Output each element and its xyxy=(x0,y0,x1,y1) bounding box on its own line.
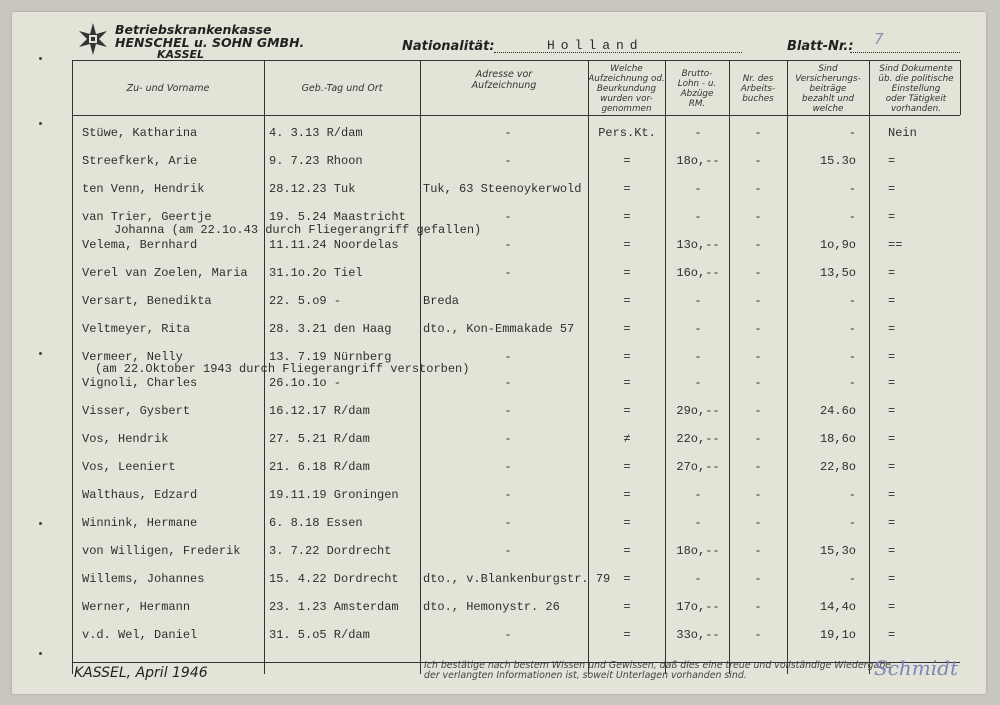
cell-workbook: - xyxy=(754,432,762,446)
cell-wage: - xyxy=(694,376,702,390)
cell-birth: 4. 3.13 R/dam xyxy=(269,126,363,140)
cell-documents: Nein xyxy=(888,126,917,140)
sheet-number-underline xyxy=(850,52,960,53)
cell-wage: - xyxy=(694,182,702,196)
cell-record: = xyxy=(623,238,631,252)
cell-wage: - xyxy=(694,294,702,308)
cell-address: Tuk, 63 Steenoykerwold xyxy=(423,182,582,196)
cell-insurance: 18,6o xyxy=(819,432,856,446)
cell-address: dto., Kon-Emmakade 57 xyxy=(423,322,575,336)
cell-name: Vermeer, Nelly xyxy=(82,350,183,364)
cell-name: Walthaus, Edzard xyxy=(82,488,198,502)
cell-insurance: 15.3o xyxy=(819,154,856,168)
column-header-documents: Sind Dokumente üb. die politische Einstellung oder Tätigkeit vorhanden. xyxy=(878,64,954,114)
cell-workbook: - xyxy=(754,350,762,364)
sheet-number-label: Blatt-Nr.: xyxy=(787,39,854,54)
cell-record: = xyxy=(623,488,631,502)
cell-documents: = xyxy=(888,404,896,418)
cell-record: = xyxy=(623,628,631,642)
punch-mark xyxy=(39,57,42,60)
cell-name: Visser, Gysbert xyxy=(82,404,191,418)
cell-insurance: - xyxy=(848,516,856,530)
cell-insurance: - xyxy=(848,572,856,586)
cell-documents: = xyxy=(888,350,896,364)
cell-address: - xyxy=(504,404,512,418)
cell-wage: - xyxy=(694,572,702,586)
cell-name: Versart, Benedikta xyxy=(82,294,212,308)
cell-wage: - xyxy=(694,126,702,140)
table-header-border xyxy=(72,115,960,116)
cell-insurance: - xyxy=(848,376,856,390)
cell-wage: 27o,-- xyxy=(676,460,720,474)
cell-documents: = xyxy=(888,544,896,558)
cell-wage: - xyxy=(694,488,702,502)
punch-mark xyxy=(39,652,42,655)
letterhead-line2: HENSCHEL u. SOHN GMBH. xyxy=(115,35,305,50)
cell-wage: 17o,-- xyxy=(676,600,720,614)
cell-workbook: - xyxy=(754,572,762,586)
cell-workbook: - xyxy=(754,376,762,390)
cell-documents: = xyxy=(888,572,896,586)
cell-documents: = xyxy=(888,432,896,446)
cell-workbook: - xyxy=(754,600,762,614)
cell-birth: 31.1o.2o Tiel xyxy=(269,266,363,280)
punch-mark xyxy=(39,522,42,525)
cell-name: v.d. Wel, Daniel xyxy=(82,628,198,642)
cell-documents: = xyxy=(888,154,896,168)
document-sheet xyxy=(12,12,986,694)
cell-address: dto., v.Blankenburgstr. 79 xyxy=(423,572,611,586)
column-header-address: Adresse vor Aufzeichnung xyxy=(471,69,537,91)
column-header-record: Welche Aufzeichnung od. Beurkundung wurden vor- genommen xyxy=(588,64,665,114)
cell-workbook: - xyxy=(754,516,762,530)
punch-mark xyxy=(39,352,42,355)
cell-name: Werner, Hermann xyxy=(82,600,191,614)
cell-documents: = xyxy=(888,628,896,642)
cell-insurance: - xyxy=(848,210,856,224)
cell-birth: 28.12.23 Tuk xyxy=(269,182,356,196)
cell-documents: = xyxy=(888,294,896,308)
cell-birth: 9. 7.23 Rhoon xyxy=(269,154,363,168)
cell-workbook: - xyxy=(754,404,762,418)
cell-insurance: - xyxy=(848,488,856,502)
cell-documents: = xyxy=(888,322,896,336)
cell-insurance: 24.6o xyxy=(819,404,856,418)
cell-birth: 16.12.17 R/dam xyxy=(269,404,370,418)
cell-workbook: - xyxy=(754,294,762,308)
cell-name: Verel van Zoelen, Maria xyxy=(82,266,248,280)
cell-address: - xyxy=(504,376,512,390)
cell-record: = xyxy=(623,460,631,474)
cell-name: Vos, Hendrik xyxy=(82,432,169,446)
cell-address: - xyxy=(504,516,512,530)
cell-wage: 18o,-- xyxy=(676,544,720,558)
cell-birth: 22. 5.o9 - xyxy=(269,294,342,308)
cell-name: Winnink, Hermane xyxy=(82,516,198,530)
cell-workbook: - xyxy=(754,488,762,502)
cell-address: - xyxy=(504,266,512,280)
cell-workbook: - xyxy=(754,126,762,140)
sheet-number-value: 7 xyxy=(874,30,884,48)
cell-address: - xyxy=(504,154,512,168)
cell-birth: 31. 5.o5 R/dam xyxy=(269,628,370,642)
column-header-name: Zu- und Vorname xyxy=(126,82,210,94)
cell-address: dto., Hemonystr. 26 xyxy=(423,600,560,614)
cell-name: Stüwe, Katharina xyxy=(82,126,198,140)
cell-insurance: 13,5o xyxy=(819,266,856,280)
cell-birth: 3. 7.22 Dordrecht xyxy=(269,544,392,558)
cell-address: - xyxy=(504,238,512,252)
cell-address: - xyxy=(504,544,512,558)
cell-name: Streefkerk, Arie xyxy=(82,154,198,168)
cell-insurance: - xyxy=(848,322,856,336)
cell-workbook: - xyxy=(754,628,762,642)
cell-documents: = xyxy=(888,266,896,280)
cell-record: = xyxy=(623,376,631,390)
column-header-insurance: Sind Versicherungs- beiträge bezahlt und welche xyxy=(795,64,861,114)
footer-statement-line1: Ich bestätige nach bestem Wissen und Gewissen, daß dies eine treue und vollständige Wiedergabe xyxy=(424,660,891,671)
cell-name: Willems, Johannes xyxy=(82,572,205,586)
cell-name: ten Venn, Hendrik xyxy=(82,182,205,196)
cell-workbook: - xyxy=(754,154,762,168)
letterhead-line1: Betriebskrankenkasse xyxy=(115,22,272,37)
cell-wage: - xyxy=(694,516,702,530)
cell-wage: - xyxy=(694,322,702,336)
nationality-value: Holland xyxy=(547,38,644,53)
cell-documents: = xyxy=(888,210,896,224)
column-divider xyxy=(869,60,870,674)
cell-insurance: 19,1o xyxy=(819,628,856,642)
cell-wage: - xyxy=(694,350,702,364)
cell-name: Vignoli, Charles xyxy=(82,376,198,390)
cell-birth: 13. 7.19 Nürnberg xyxy=(269,350,392,364)
cell-workbook: - xyxy=(754,322,762,336)
cell-documents: = xyxy=(888,600,896,614)
cell-wage: 13o,-- xyxy=(676,238,720,252)
cell-documents: = xyxy=(888,488,896,502)
cell-address: Breda xyxy=(423,294,460,308)
cell-workbook: - xyxy=(754,238,762,252)
cell-address: - xyxy=(504,488,512,502)
cell-address: - xyxy=(504,460,512,474)
cell-birth: 26.1o.1o - xyxy=(269,376,342,390)
cell-address: - xyxy=(504,432,512,446)
cell-insurance: - xyxy=(848,294,856,308)
cell-wage: 22o,-- xyxy=(676,432,720,446)
cell-record: = xyxy=(623,516,631,530)
cell-record: = xyxy=(623,350,631,364)
cell-birth: 23. 1.23 Amsterdam xyxy=(269,600,399,614)
cell-name: Veltmeyer, Rita xyxy=(82,322,191,336)
cell-record: = xyxy=(623,182,631,196)
cell-record: Pers.Kt. xyxy=(598,126,656,140)
cell-insurance: - xyxy=(848,126,856,140)
cell-record: = xyxy=(623,210,631,224)
cell-record: = xyxy=(623,322,631,336)
star-logo-icon xyxy=(76,22,110,56)
cell-birth: 6. 8.18 Essen xyxy=(269,516,363,530)
cell-record: = xyxy=(623,404,631,418)
column-header-wage: Brutto- Lohn - u. Abzüge RM. xyxy=(677,69,717,109)
cell-workbook: - xyxy=(754,460,762,474)
cell-record: = xyxy=(623,294,631,308)
cell-insurance: - xyxy=(848,182,856,196)
cell-birth: 28. 3.21 den Haag xyxy=(269,322,392,336)
cell-workbook: - xyxy=(754,544,762,558)
cell-wage: - xyxy=(694,210,702,224)
cell-insurance: 14,4o xyxy=(819,600,856,614)
cell-record: = xyxy=(623,154,631,168)
cell-wage: 16o,-- xyxy=(676,266,720,280)
cell-documents: = xyxy=(888,516,896,530)
cell-birth: 27. 5.21 R/dam xyxy=(269,432,370,446)
row-note: (am 22.Oktober 1943 durch Fliegerangriff verstorben) xyxy=(95,362,470,376)
cell-birth: 11.11.24 Noordelas xyxy=(269,238,399,252)
punch-mark xyxy=(39,122,42,125)
nationality-label: Nationalität: xyxy=(402,39,495,54)
cell-insurance: 15,3o xyxy=(819,544,856,558)
cell-birth: 19. 5.24 Maastricht xyxy=(269,210,406,224)
cell-wage: 18o,-- xyxy=(676,154,720,168)
table-left-border xyxy=(72,60,73,674)
cell-address: - xyxy=(504,628,512,642)
cell-record: ≠ xyxy=(623,432,631,446)
cell-documents: = xyxy=(888,460,896,474)
cell-workbook: - xyxy=(754,266,762,280)
cell-name: Velema, Bernhard xyxy=(82,238,198,252)
cell-wage: 29o,-- xyxy=(676,404,720,418)
table-top-border xyxy=(72,60,960,61)
cell-address: - xyxy=(504,350,512,364)
footer-statement-line2: der verlangten Informationen ist, soweit Unterlagen vorhanden sind. xyxy=(424,670,747,681)
cell-name: von Willigen, Frederik xyxy=(82,544,241,558)
cell-documents: == xyxy=(888,238,903,252)
cell-insurance: 22,8o xyxy=(819,460,856,474)
cell-address: - xyxy=(504,210,512,224)
cell-insurance: 1o,9o xyxy=(819,238,856,252)
cell-documents: = xyxy=(888,182,896,196)
cell-insurance: - xyxy=(848,350,856,364)
cell-name: Vos, Leeniert xyxy=(82,460,176,474)
cell-name: van Trier, Geertje xyxy=(82,210,212,224)
column-header-workbook: Nr. des Arbeits- buches xyxy=(740,74,776,104)
cell-record: = xyxy=(623,266,631,280)
cell-record: = xyxy=(623,572,631,586)
column-header-birth: Geb.-Tag und Ort xyxy=(301,82,383,94)
cell-record: = xyxy=(623,600,631,614)
cell-workbook: - xyxy=(754,182,762,196)
cell-record: = xyxy=(623,544,631,558)
cell-wage: 33o,-- xyxy=(676,628,720,642)
column-divider xyxy=(665,60,666,674)
cell-documents: = xyxy=(888,376,896,390)
cell-birth: 19.11.19 Groningen xyxy=(269,488,399,502)
cell-address: - xyxy=(504,126,512,140)
row-note: Johanna (am 22.1o.43 durch Fliegerangriff gefallen) xyxy=(114,223,482,237)
cell-birth: 21. 6.18 R/dam xyxy=(269,460,370,474)
letterhead-line3: KASSEL xyxy=(157,48,205,61)
cell-workbook: - xyxy=(754,210,762,224)
footer-place-date: KASSEL, April 1946 xyxy=(74,665,208,681)
signature: Schmidt xyxy=(874,656,958,680)
cell-birth: 15. 4.22 Dordrecht xyxy=(269,572,399,586)
